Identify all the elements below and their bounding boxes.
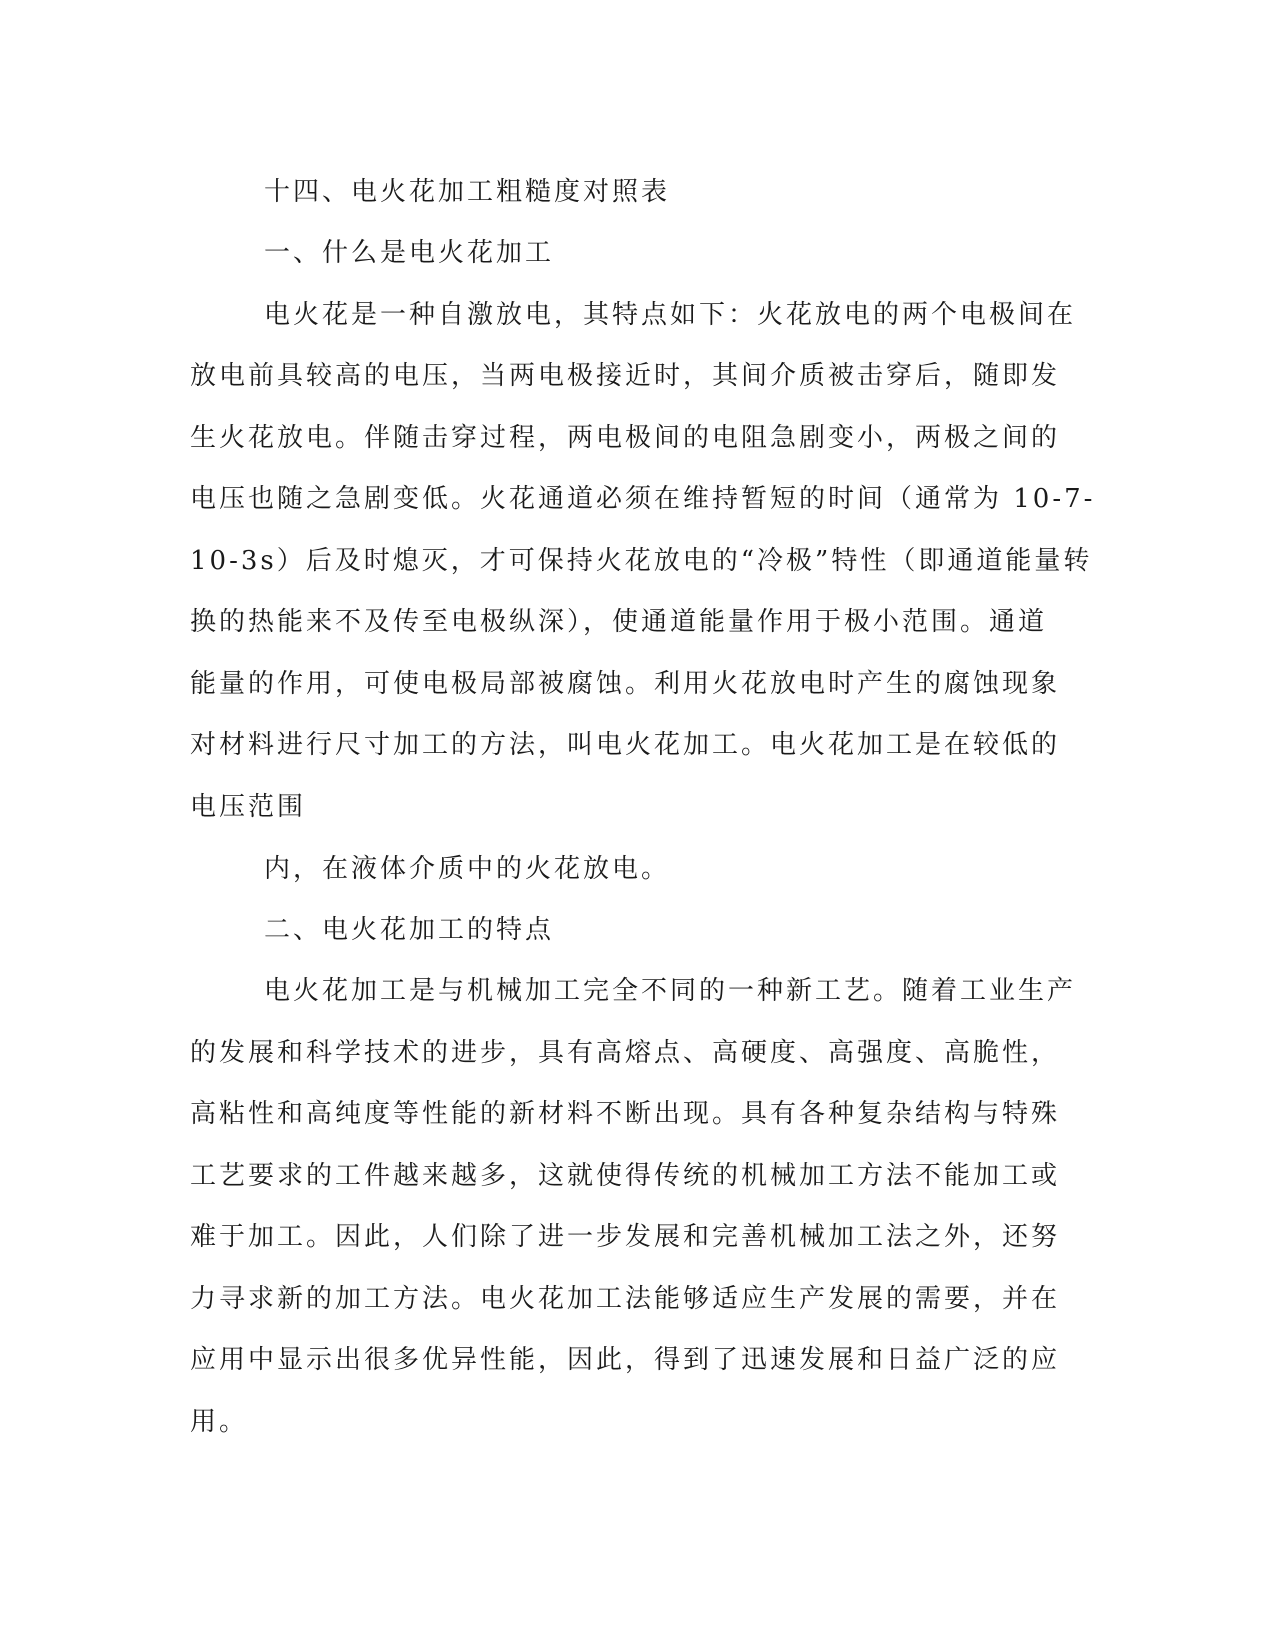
section1-line: 生火花放电。伴随击穿过程，两电极间的电阻急剧变小，两极之间的 <box>190 423 1061 453</box>
section1-line: 电压范围 <box>190 792 307 822</box>
section2-line: 力寻求新的加工方法。电火花加工法能够适应生产发展的需要，并在 <box>190 1284 1061 1314</box>
section1-continuation: 内，在液体介质中的火花放电。 <box>264 854 671 884</box>
main-heading: 十四、电火花加工粗糙度对照表 <box>264 177 671 207</box>
section1-line: 电火花是一种自激放电，其特点如下：火花放电的两个电极间在 <box>264 300 1077 330</box>
section1-line: 能量的作用，可使电极局部被腐蚀。利用火花放电时产生的腐蚀现象 <box>190 669 1061 699</box>
section2-line: 工艺要求的工件越来越多，这就使得传统的机械加工方法不能加工或 <box>190 1161 1061 1191</box>
section1-heading: 一、什么是电火花加工 <box>264 238 555 268</box>
section2-line: 高粘性和高纯度等性能的新材料不断出现。具有各种复杂结构与特殊 <box>190 1099 1061 1129</box>
section1-line: 10-3s）后及时熄灭，才可保持火花放电的“冷极”特性（即通道能量转 <box>190 546 1093 576</box>
section2-heading: 二、电火花加工的特点 <box>264 915 555 945</box>
section2-line: 的发展和科学技术的进步，具有高熔点、高硬度、高强度、高脆性， <box>190 1038 1061 1068</box>
section2-line: 难于加工。因此，人们除了进一步发展和完善机械加工法之外，还努 <box>190 1222 1061 1252</box>
section1-line: 对材料进行尺寸加工的方法，叫电火花加工。电火花加工是在较低的 <box>190 730 1061 760</box>
section2-line: 电火花加工是与机械加工完全不同的一种新工艺。随着工业生产 <box>264 976 1077 1006</box>
section1-line: 放电前具较高的电压，当两电极接近时，其间介质被击穿后，随即发 <box>190 361 1061 391</box>
section1-line: 电压也随之急剧变低。火花通道必须在维持暂短的时间（通常为 10-7- <box>190 484 1096 514</box>
section1-line: 换的热能来不及传至电极纵深），使通道能量作用于极小范围。通道 <box>190 607 1048 637</box>
section2-line: 用。 <box>190 1407 249 1437</box>
section2-line: 应用中显示出很多优异性能，因此，得到了迅速发展和日益广泛的应 <box>190 1345 1061 1375</box>
